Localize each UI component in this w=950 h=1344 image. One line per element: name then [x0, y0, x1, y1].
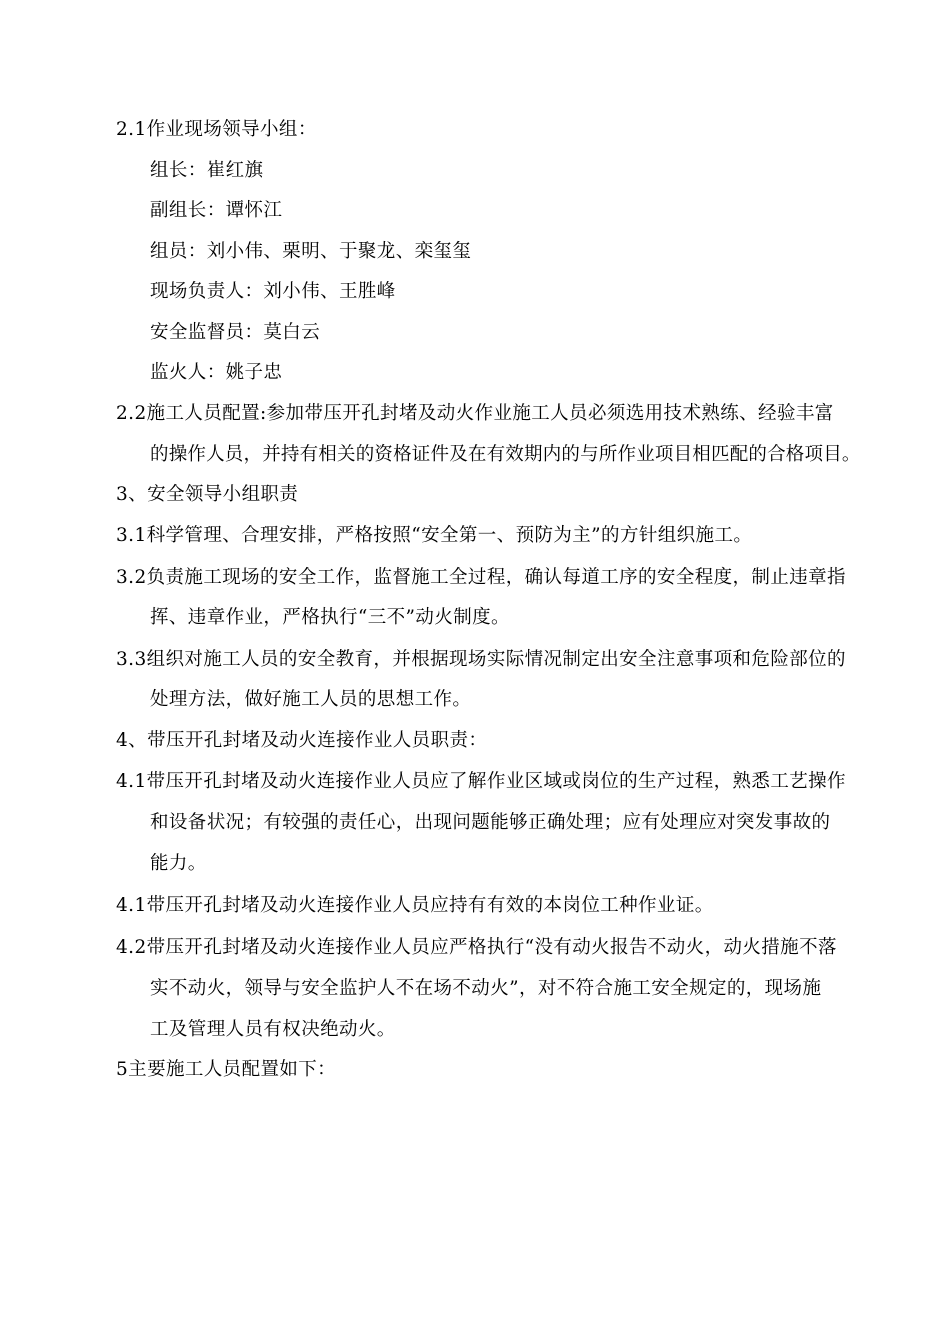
team-leader: 组长：崔红旗: [150, 160, 264, 181]
section-3-3-line-2: 处理方法，做好施工人员的思想工作。: [150, 689, 472, 710]
section-2-2-line-2: 的操作人员，并持有相关的资格证件及在有效期内的与所作业项目相匹配的合格项目。: [150, 444, 861, 465]
section-3-2-line-1: 3.2负责施工现场的安全工作，监督施工全过程，确认每道工序的安全程度，制止违章指: [116, 567, 846, 588]
section-2-1-heading: 2.1作业现场领导小组：: [116, 119, 317, 140]
section-4-2-line-2: 实不动火，领导与安全监护人不在场不动火”，对不符合施工安全规定的，现场施: [150, 978, 822, 999]
section-2-2-line-1: 2.2施工人员配置:参加带压开孔封堵及动火作业施工人员必须选用技术熟练、经验丰富: [116, 403, 834, 424]
team-members: 组员：刘小伟、栗明、于聚龙、栾玺玺: [150, 241, 472, 262]
section-3-3-line-1: 3.3组织对施工人员的安全教育，并根据现场实际情况制定出安全注意事项和危险部位的: [116, 649, 846, 670]
section-5-heading: 5主要施工人员配置如下：: [116, 1059, 337, 1080]
section-4-1b-line-1: 4.1带压开孔封堵及动火连接作业人员应持有有效的本岗位工种作业证。: [116, 895, 714, 916]
section-3-heading: 3、安全领导小组职责: [116, 484, 299, 505]
section-4-1-line-3: 能力。: [150, 853, 207, 874]
section-4-1-line-2: 和设备状况；有较强的责任心，出现问题能够正确处理；应有处理应对突发事故的: [150, 812, 831, 833]
section-4-2-line-3: 工及管理人员有权决绝动火。: [150, 1019, 396, 1040]
deputy-team-leader: 副组长：谭怀江: [150, 200, 283, 221]
safety-supervisor: 安全监督员：莫白云: [150, 322, 321, 343]
section-4-heading: 4、带压开孔封堵及动火连接作业人员职责：: [116, 730, 488, 751]
fire-watcher: 监火人：姚子忠: [150, 362, 283, 383]
section-4-1-line-1: 4.1带压开孔封堵及动火连接作业人员应了解作业区域或岗位的生产过程，熟悉工艺操作: [116, 771, 846, 792]
section-3-2-line-2: 挥、违章作业，严格执行“三不”动火制度。: [150, 607, 510, 628]
section-4-2-line-1: 4.2带压开孔封堵及动火连接作业人员应严格执行“没有动火报告不动火，动火措施不落: [116, 937, 837, 958]
site-manager: 现场负责人：刘小伟、王胜峰: [150, 281, 396, 302]
section-3-1-line-1: 3.1科学管理、合理安排，严格按照“安全第一、预防为主”的方针组织施工。: [116, 525, 753, 546]
